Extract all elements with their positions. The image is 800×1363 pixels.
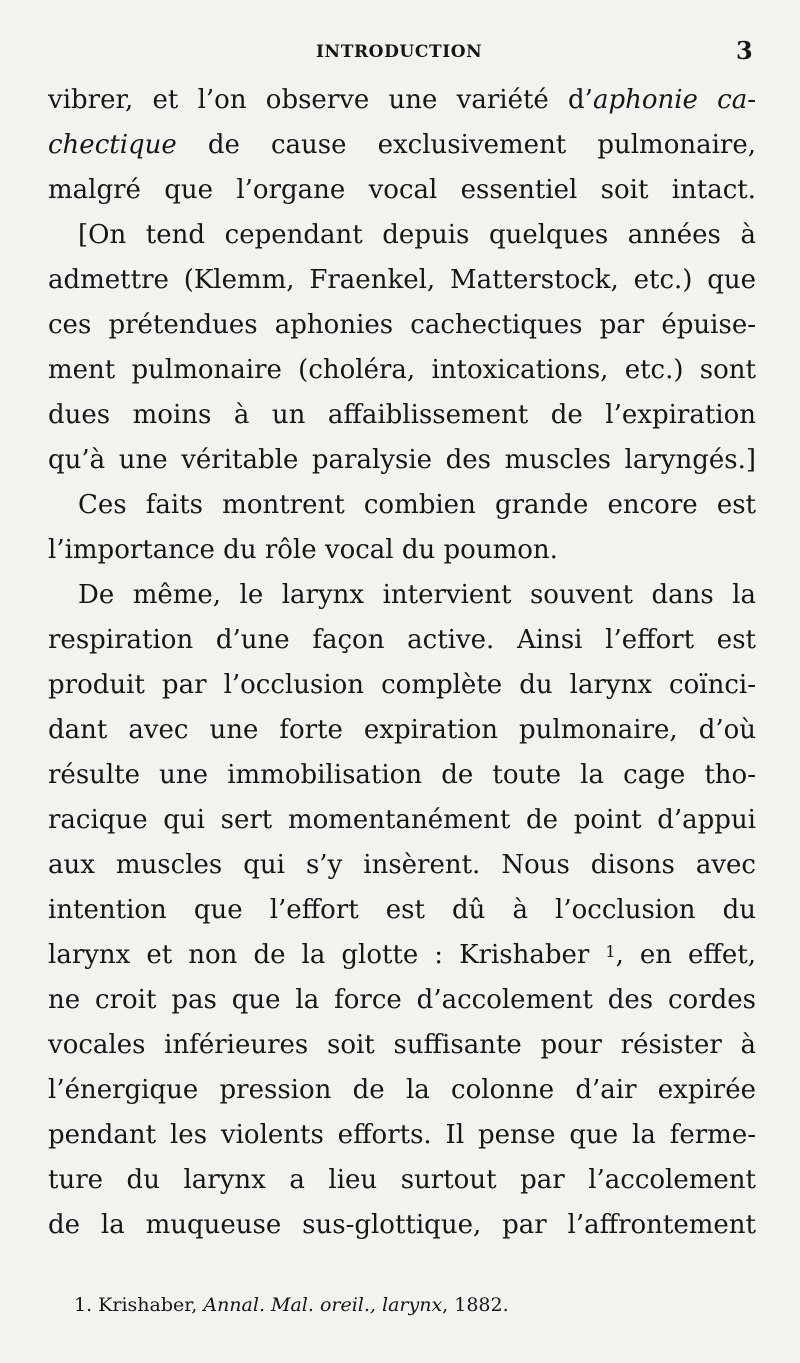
text-line — [48, 1023, 756, 1068]
text-segment: produit par l’occlusion complète du larynx coïnci- — [48, 670, 756, 700]
text-segment: larynx et non de la glotte : Krishaber — [48, 940, 606, 970]
text-line — [48, 438, 756, 483]
text-line — [48, 483, 756, 528]
text-line — [48, 393, 756, 438]
text-line — [48, 573, 756, 618]
text-segment: De même, le larynx intervient souvent dans la — [78, 580, 756, 610]
text-segment: ne croit pas que la force d’accolement des cordes — [48, 985, 756, 1015]
body-text — [48, 78, 756, 1248]
text-line — [48, 123, 756, 168]
text-segment: respiration d’une façon active. Ainsi l’effort est — [48, 625, 756, 655]
text-segment: ces prétendues aphonies cachectiques par épuise- — [48, 310, 756, 340]
text-line — [48, 753, 756, 798]
footnote-source: Annal. Mal. oreil., larynx — [203, 1294, 443, 1316]
text-line — [48, 258, 756, 303]
text-segment: [On tend cependant depuis quelques années à — [78, 220, 756, 250]
text-line — [48, 978, 756, 1023]
text-segment: résulte une immobilisation de toute la cage tho- — [48, 760, 756, 790]
text-line — [48, 213, 756, 258]
text-line — [48, 78, 756, 123]
text-line — [48, 888, 756, 933]
italic-text-segment: chectique — [48, 130, 177, 160]
italic-text-segment: aphonie ca- — [592, 85, 756, 115]
text-line — [48, 528, 756, 573]
text-line — [48, 348, 756, 393]
text-segment: vibrer, et l’on observe une variété d’ — [48, 85, 593, 115]
text-line — [48, 708, 756, 753]
text-segment: l’importance du rôle vocal du poumon. — [48, 535, 558, 565]
text-segment: ture du larynx a lieu surtout par l’accolement — [48, 1165, 756, 1195]
footnote-year: , 1882. — [442, 1294, 509, 1316]
running-title: INTRODUCTION — [316, 42, 483, 62]
text-segment: dues moins à un affaiblissement de l’expiration — [48, 400, 756, 430]
text-line — [48, 618, 756, 663]
text-segment: de cause exclusivement pulmonaire, — [176, 130, 756, 160]
text-line — [48, 798, 756, 843]
text-segment: pendant les violents efforts. Il pense que la ferme- — [48, 1120, 756, 1150]
text-line — [48, 933, 756, 978]
text-segment: admettre (Klemm, Fraenkel, Matterstock, etc.) que — [48, 265, 756, 295]
text-segment: racique qui sert momentanément de point d’appui — [48, 805, 756, 835]
text-segment: malgré que l’organe vocal essentiel soit intact. — [48, 175, 756, 205]
page-header — [0, 36, 800, 66]
text-segment: l’énergique pression de la colonne d’air expirée — [48, 1075, 756, 1105]
text-segment: ment pulmonaire (choléra, intoxications, etc.) sont — [48, 355, 756, 385]
footnote-reference: 1 — [605, 942, 616, 961]
text-segment: de la muqueuse sus-glottique, par l’affrontement — [48, 1210, 756, 1240]
footnote-author: Krishaber, — [92, 1294, 204, 1316]
text-line — [48, 1158, 756, 1203]
text-line — [48, 843, 756, 888]
text-segment: dant avec une forte expiration pulmonaire, d’où — [48, 715, 756, 745]
footnote — [74, 1294, 509, 1316]
text-line — [48, 168, 756, 213]
text-segment: , en effet, — [615, 940, 756, 970]
text-line — [48, 303, 756, 348]
text-segment: aux muscles qui s’y insèrent. Nous disons avec — [48, 850, 756, 880]
text-segment: vocales inférieures soit suffisante pour résister à — [48, 1030, 756, 1060]
page-number: 3 — [736, 36, 753, 65]
text-segment: intention que l’effort est dû à l’occlusion du — [48, 895, 756, 925]
footnote-number: 1. — [74, 1294, 93, 1316]
text-segment: qu’à une véritable paralysie des muscles laryngés.] — [48, 445, 756, 475]
text-segment: Ces faits montrent combien grande encore est — [78, 490, 756, 520]
text-line — [48, 1068, 756, 1113]
text-line — [48, 1113, 756, 1158]
text-line — [48, 1203, 756, 1248]
text-line — [48, 663, 756, 708]
